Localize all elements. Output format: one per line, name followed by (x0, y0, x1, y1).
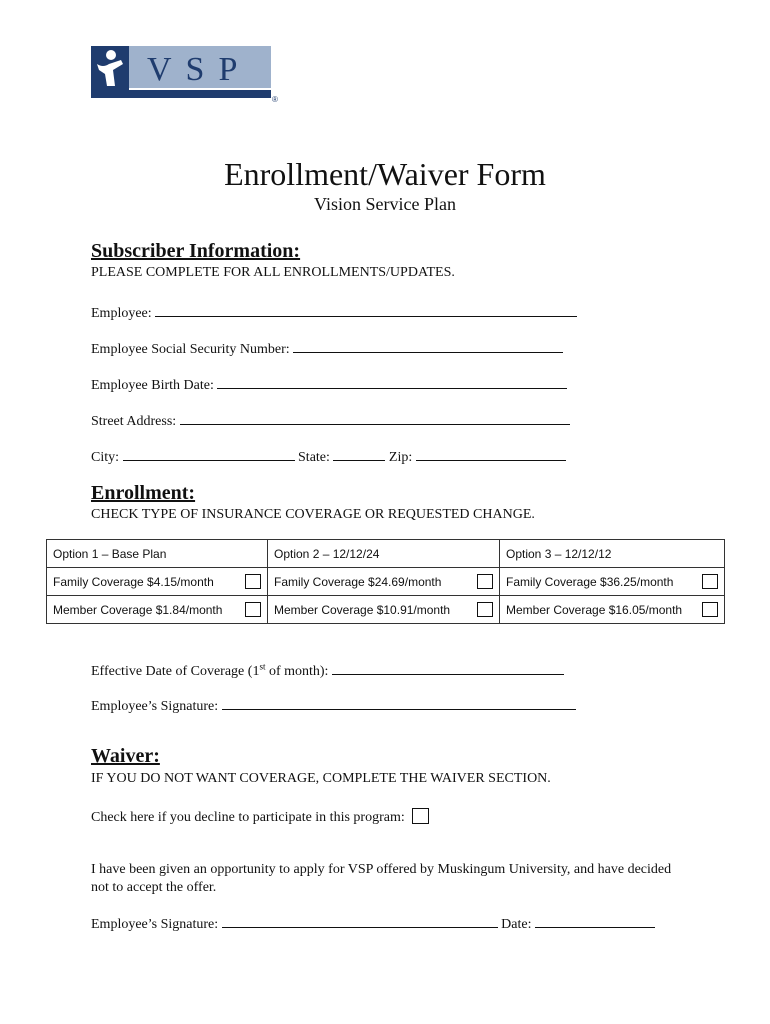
option-1-family-checkbox[interactable] (245, 574, 261, 589)
enrollment-signature-label: Employee’s Signature: (91, 699, 219, 714)
zip-input-line[interactable] (416, 448, 566, 461)
ssn-field-row (91, 340, 563, 358)
option-2-header: Option 2 – 12/12/24 (268, 540, 500, 568)
option-2-member-checkbox[interactable] (477, 602, 493, 617)
waiver-heading: Waiver: (91, 745, 160, 767)
city-state-zip-row (91, 448, 566, 466)
option-3-member-checkbox[interactable] (702, 602, 718, 617)
coverage-table (46, 539, 725, 624)
option-3-member-label: Member Coverage $16.05/month (506, 602, 683, 617)
birth-date-input-line[interactable] (217, 376, 567, 389)
enrollment-heading: Enrollment: (91, 482, 196, 504)
option-1-family-label: Family Coverage $4.15/month (53, 574, 214, 589)
option-3-family-label: Family Coverage $36.25/month (506, 574, 674, 589)
option-2-family-label: Family Coverage $24.69/month (274, 574, 442, 589)
effective-date-label-post: of month): (265, 663, 329, 679)
option-2-member-cell (268, 596, 500, 624)
waiver-date-line[interactable] (535, 915, 655, 928)
birth-date-label: Employee Birth Date: (91, 378, 214, 393)
waiver-statement: I have been given an opportunity to apply for VSP offered by Muskingum University, and have decided not to accept the offer. (91, 862, 672, 895)
option-2-family-cell (268, 568, 500, 596)
registered-mark: ® (272, 95, 278, 104)
coverage-header-row (47, 540, 725, 568)
waiver-signature-label: Employee’s Signature: (91, 917, 219, 932)
form-title: Enrollment/Waiver Form (224, 156, 546, 192)
option-1-member-label: Member Coverage $1.84/month (53, 602, 223, 617)
ssn-label: Employee Social Security Number: (91, 342, 290, 357)
state-input-line[interactable] (333, 448, 385, 461)
city-input-line[interactable] (123, 448, 295, 461)
employee-field-row (91, 304, 577, 322)
vsp-logo-graphic (91, 46, 281, 104)
option-2-member-label: Member Coverage $10.91/month (274, 602, 451, 617)
option-3-header: Option 3 – 12/12/12 (500, 540, 725, 568)
logo-text: VSP (147, 51, 252, 88)
vsp-logo (91, 46, 281, 104)
decline-row (91, 808, 429, 826)
option-2-family-checkbox[interactable] (477, 574, 493, 589)
waiver-signature-row (91, 915, 655, 933)
option-1-header: Option 1 – Base Plan (47, 540, 268, 568)
state-label: State: (298, 450, 330, 465)
effective-date-row (91, 661, 564, 680)
enrollment-signature-line[interactable] (222, 697, 576, 710)
option-3-member-cell (500, 596, 725, 624)
street-field-row (91, 412, 570, 430)
option-1-member-cell (47, 596, 268, 624)
effective-date-sup: st (259, 661, 266, 671)
enrollment-signature-row (91, 697, 576, 715)
waiver-date-label: Date: (501, 917, 532, 932)
waiver-signature-line[interactable] (222, 915, 498, 928)
option-1-family-cell (47, 568, 268, 596)
zip-label: Zip: (388, 450, 413, 465)
member-coverage-row (47, 596, 725, 624)
family-coverage-row (47, 568, 725, 596)
subscriber-instruction: PLEASE COMPLETE FOR ALL ENROLLMENTS/UPDATES. (91, 265, 455, 280)
option-3-family-checkbox[interactable] (702, 574, 718, 589)
form-subtitle: Vision Service Plan (314, 194, 456, 214)
decline-label: Check here if you decline to participate in this program: (91, 810, 405, 825)
decline-checkbox[interactable] (412, 808, 429, 824)
city-label: City: (91, 450, 120, 465)
enrollment-instruction: CHECK TYPE OF INSURANCE COVERAGE OR REQUESTED CHANGE. (91, 507, 535, 522)
employee-input-line[interactable] (155, 304, 577, 317)
street-label: Street Address: (91, 414, 177, 429)
subscriber-heading: Subscriber Information: (91, 240, 301, 262)
effective-date-label (91, 661, 329, 679)
employee-label: Employee: (91, 306, 152, 321)
option-1-member-checkbox[interactable] (245, 602, 261, 617)
street-input-line[interactable] (180, 412, 570, 425)
ssn-input-line[interactable] (293, 340, 563, 353)
effective-date-input-line[interactable] (332, 662, 564, 675)
option-3-family-cell (500, 568, 725, 596)
effective-date-label-pre: Effective Date of Coverage (1 (91, 663, 260, 679)
birth-date-field-row (91, 376, 567, 394)
waiver-instruction: IF YOU DO NOT WANT COVERAGE, COMPLETE THE WAIVER SECTION. (91, 771, 551, 786)
